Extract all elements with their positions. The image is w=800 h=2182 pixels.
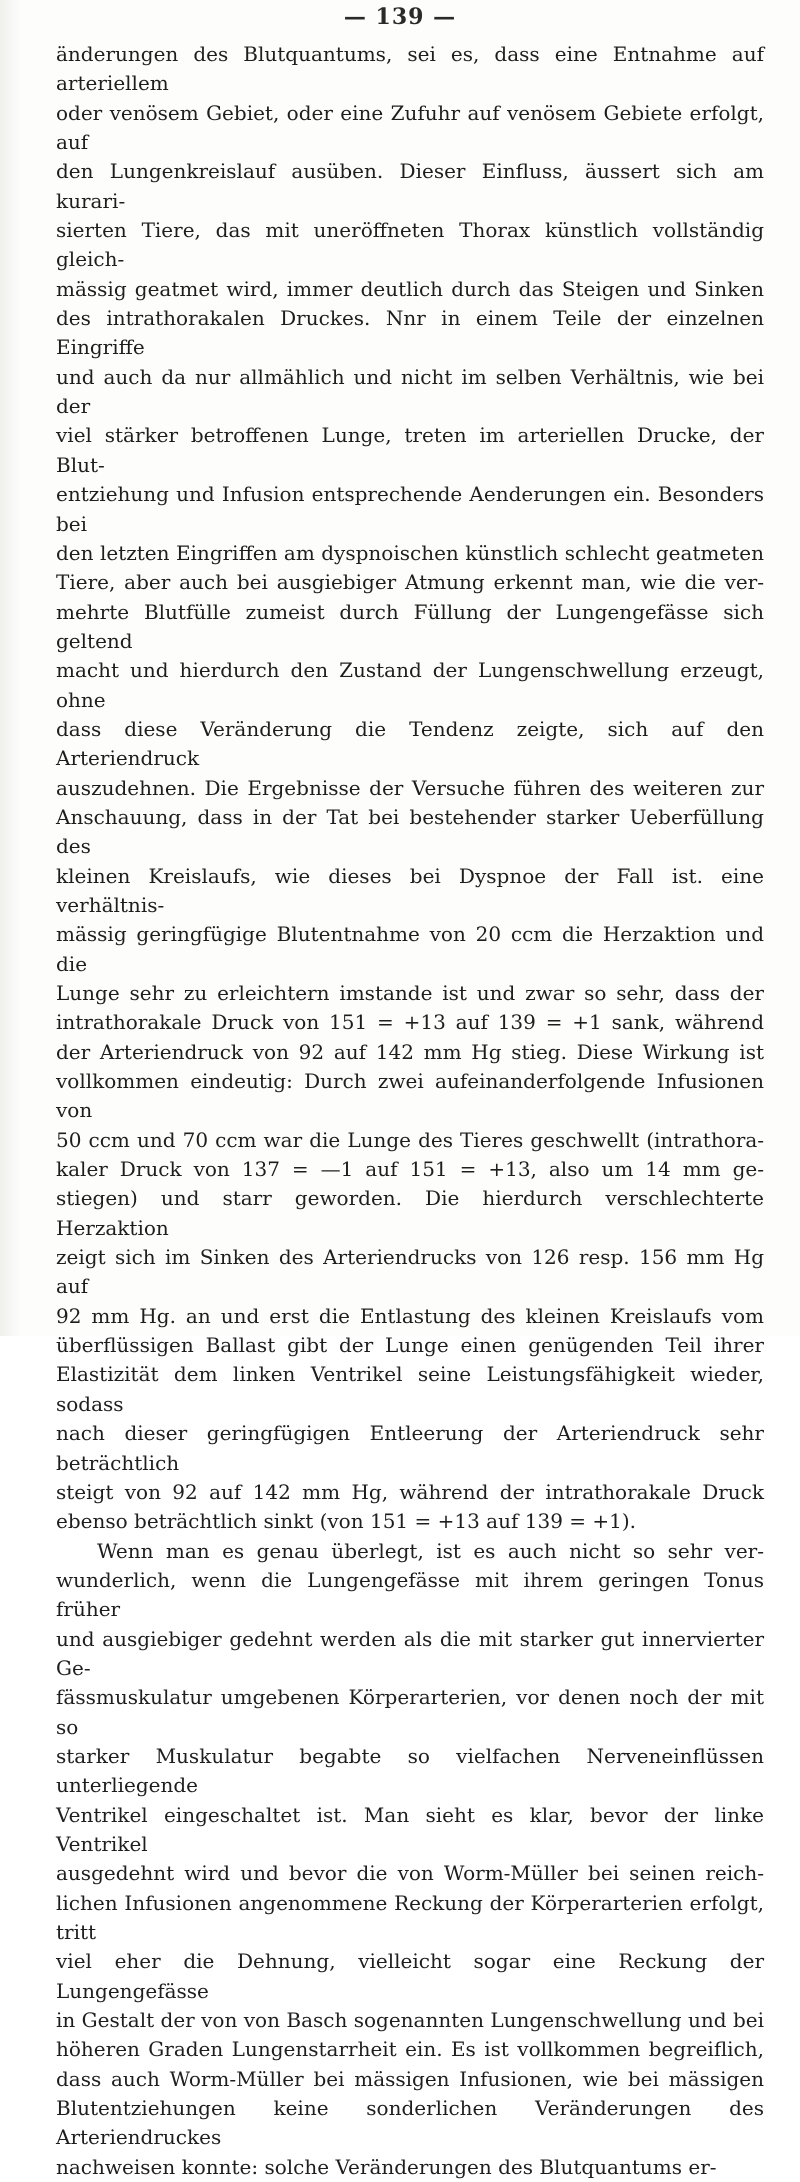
text-line: nach dieser geringfügigen Entleerung der Arteriendruck sehr beträchtlich bbox=[56, 1421, 764, 1475]
text-line: in Gestalt der von von Basch sogenannten Lungenschwellung und bei bbox=[56, 2008, 764, 2033]
text-line: Anschauung, dass in der Tat bei bestehender starker Ueberfüllung des bbox=[56, 804, 764, 859]
text-line: 92 mm Hg. an und erst die Entlastung des kleinen Kreislaufs vom bbox=[56, 1303, 764, 1328]
text-line: intrathorakale Druck von 151 = +13 auf 139 = +1 sank, während bbox=[56, 1010, 764, 1035]
text-line: entziehung und Infusion entsprechende Aenderungen ein. Besonders bei bbox=[56, 482, 764, 536]
text-line: und auch da nur allmählich und nicht im selben Verhältnis, wie bei der bbox=[56, 364, 764, 419]
text-line: den letzten Eingriffen am dyspnoischen künstlich schlecht geatmeten bbox=[56, 540, 764, 565]
text-line: überflüssigen Ballast gibt der Lunge einen genügenden Teil ihrer bbox=[56, 1333, 764, 1358]
text-line: macht und hierdurch den Zustand der Lungenschwellung erzeugt, ohne bbox=[56, 658, 764, 712]
text-line: ebenso beträchtlich sinkt (von 151 = +13 auf 139 = +1). bbox=[56, 1509, 637, 1534]
text-line: Blutentziehungen keine sonderlichen Veränderungen des Arteriendruckes bbox=[56, 2096, 764, 2150]
text-line: zeigt sich im Sinken des Arteriendrucks von 126 resp. 156 mm Hg auf bbox=[56, 1245, 764, 1299]
text-line: ausgedehnt wird und bevor die von Worm-Müller bei seinen reich- bbox=[56, 1861, 764, 1886]
paragraph-1 bbox=[56, 40, 764, 1537]
text-line: mässig geatmet wird, immer deutlich durch das Steigen und Sinken bbox=[56, 276, 764, 301]
text-line: Tiere, aber auch bei ausgiebiger Atmung erkennt man, wie die ver- bbox=[56, 570, 764, 595]
text-line: den Lungenkreislauf ausüben. Dieser Einfluss, äussert sich am kurari- bbox=[56, 159, 764, 213]
text-line: viel stärker betroffenen Lunge, treten im arteriellen Drucke, der Blut- bbox=[56, 423, 764, 477]
text-line: änderungen des Blutquantums, sei es, dass eine Entnahme auf arteriellem bbox=[56, 42, 764, 96]
text-line: lichen Infusionen angenommene Reckung der Körperarterien erfolgt, tritt bbox=[56, 1890, 764, 1944]
text-line: steigt von 92 auf 142 mm Hg, während der intrathorakale Druck bbox=[56, 1479, 764, 1504]
text-line: vollkommen eindeutig: Durch zwei aufeinanderfolgende Infusionen von bbox=[56, 1069, 764, 1123]
text-line: des intrathorakalen Druckes. Nnr in einem Teile der einzelnen Eingriffe bbox=[56, 306, 764, 360]
text-line: oder venösem Gebiet, oder eine Zufuhr auf venösem Gebiete erfolgt, auf bbox=[56, 100, 764, 155]
text-line: kaler Druck von 137 = —1 auf 151 = +13, also um 14 mm ge- bbox=[56, 1157, 764, 1182]
text-line: mässig geringfügige Blutentnahme von 20 ccm die Herzaktion und die bbox=[56, 922, 764, 976]
text-line: der Arteriendruck von 92 auf 142 mm Hg stieg. Diese Wirkung ist bbox=[56, 1039, 764, 1064]
text-line: auszudehnen. Die Ergebnisse der Versuche führen des weiteren zur bbox=[56, 775, 764, 800]
text-line: höheren Graden Lungenstarrheit ein. Es ist vollkommen begreiflich, bbox=[56, 2037, 764, 2062]
text-line: Lunge sehr zu erleichtern imstande ist und zwar so sehr, dass der bbox=[56, 981, 764, 1005]
text-line: 50 ccm und 70 ccm war die Lunge des Tieres geschwellt (intrathora- bbox=[56, 1127, 764, 1152]
text-line: wunderlich, wenn die Lungengefässe mit ihrem geringen Tonus früher bbox=[56, 1567, 764, 1622]
text-line: mehrte Blutfülle zumeist durch Füllung der Lungengefässe sich geltend bbox=[56, 599, 764, 653]
text-line: viel eher die Dehnung, vielleicht sogar eine Reckung der Lungengefässe bbox=[56, 1949, 764, 2003]
text-line: nachweisen konnte: solche Veränderungen des Blutquantums er- bbox=[56, 2154, 717, 2179]
text-line: Wenn man es genau überlegt, ist es auch nicht so sehr ver- bbox=[97, 1538, 764, 1563]
page-number: — 139 — bbox=[343, 4, 457, 30]
text-line: sierten Tiere, das mit uneröffneten Thorax künstlich vollständig gleich- bbox=[56, 218, 764, 272]
text-line: dass auch Worm-Müller bei mässigen Infusionen, wie bei mässigen bbox=[56, 2066, 764, 2091]
body-text bbox=[56, 40, 764, 2182]
text-line: und ausgiebiger gedehnt werden als die mit starker gut innervierter Ge- bbox=[56, 1626, 764, 1680]
paragraph-2 bbox=[56, 1537, 764, 2182]
text-line: kleinen Kreislaufs, wie dieses bei Dyspnoe der Fall ist. eine verhältnis- bbox=[56, 863, 764, 917]
text-line: stiegen) und starr geworden. Die hierdurch verschlechterte Herzaktion bbox=[56, 1186, 764, 1240]
page-gutter-shadow bbox=[0, 0, 22, 1336]
text-line: Ventrikel eingeschaltet ist. Man sieht es klar, bevor der linke Ventrikel bbox=[56, 1802, 764, 1856]
text-line: Elastizität dem linken Ventrikel seine Leistungsfähigkeit wieder, sodass bbox=[56, 1362, 764, 1416]
text-line: starker Muskulatur begabte so vielfachen Nerveneinflüssen unterliegende bbox=[56, 1743, 764, 1798]
text-line: fässmuskulatur umgebenen Körperarterien, vor denen noch der mit so bbox=[56, 1685, 764, 1739]
text-line: dass diese Veränderung die Tendenz zeigte, sich auf den Arteriendruck bbox=[56, 716, 764, 771]
